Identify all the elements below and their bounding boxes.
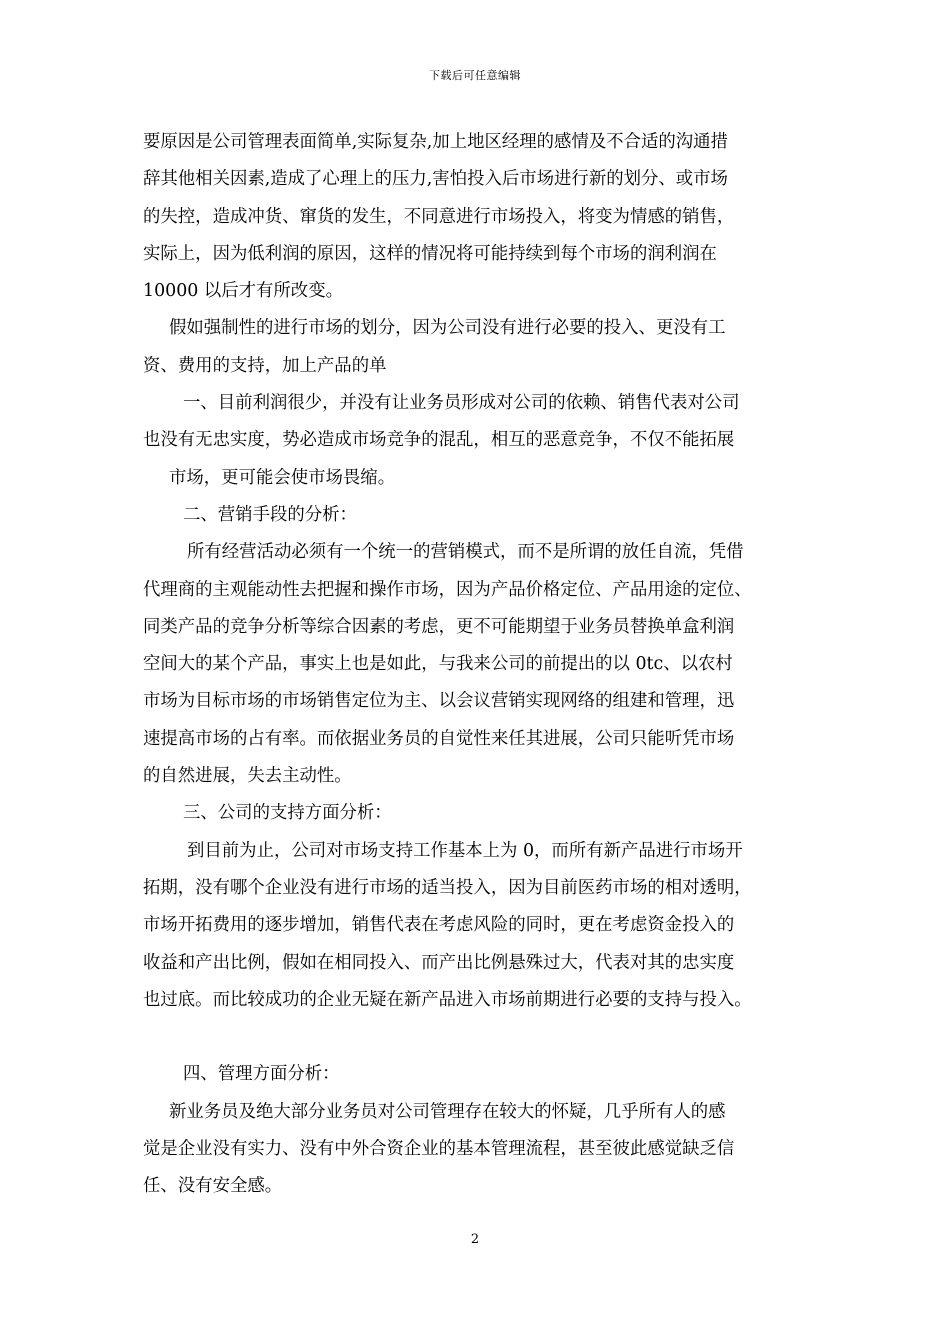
text-line: 速提高市场的占有率。而依据业务员的自觉性来任其进展，公司只能听凭市场 [143,728,735,749]
paragraph-7 [143,833,823,1019]
paragraph-9 [143,1094,823,1206]
text-line: 同类产品的竞争分析等综合因素的考虑，更不可能期望于业务员替换单盒利润 [143,616,735,637]
text-line: 一、目前利润很少，并没有让业务员形成对公司的依赖、销售代表对公司 [183,393,740,414]
text-line: 代理商的主观能动性去把握和操作市场，因为产品价格定位、产品用途的定位、 [143,579,752,600]
paragraph-3 [143,385,823,497]
text-line: 市场为目标市场的市场销售定位为主、以会议营销实现网络的组建和管理，迅 [143,691,735,712]
text-line: 拓期，没有哪个企业没有进行市场的适当投入，因为目前医药市场的相对透明， [143,877,752,898]
text-line: 假如强制性的进行市场的划分，因为公司没有进行必要的投入、更没有工 [169,318,726,339]
section-heading-marketing: 二、营销手段的分析： [183,504,357,525]
text-line: 要原因是公司管理表面简单,实际复杂,加上地区经理的感情及不合适的沟通措 [143,132,728,152]
text-line: 也过底。而比较成功的企业无疑在新产品进入市场前期进行必要的支持与投入。 [143,989,752,1010]
text-line: 辞其他相关因素,造成了心理上的压力,害怕投入后市场进行新的划分、或市场 [143,169,728,190]
blank-line [143,1019,823,1056]
text-line: 所有经营活动必须有一个统一的营销模式，而不是所谓的放任自流，凭借 [187,542,744,563]
document-body [143,124,823,1206]
page-header: 下载后可任意编辑 [429,69,521,82]
paragraph-1 [143,124,823,310]
text-line: 实际上，因为低利润的原因，这样的情况将可能持续到每个市场的润利润在 [143,243,717,264]
text-line: 的自然进展，失去主动性。 [143,766,352,787]
text-line: 的失控，造成冲货、窜货的发生，不同意进行市场投入，将变为情感的销售， [143,206,735,227]
page-number: 2 [470,1232,480,1247]
text-line: 市场，更可能会使市场畏缩。 [169,467,396,488]
text-line: 资、费用的支持，加上产品的单 [143,355,387,376]
text-line: 也没有无忠实度，势必造成市场竞争的混乱，相互的恶意竞争，不仅不能拓展 [143,430,735,451]
text-line: 市场开拓费用的逐步增加，销售代表在考虑风险的同时，更在考虑资金投入的 [143,915,735,936]
paragraph-2 [143,310,823,385]
section-heading-management: 四、管理方面分析： [183,1064,340,1085]
text-line: 收益和产出比例，假如在相同投入、而产出比例悬殊过大，代表对其的忠实度 [143,952,735,973]
paragraph-5 [143,534,823,795]
text-line: 新业务员及绝大部分业务员对公司管理存在较大的怀疑，几乎所有人的感 [169,1101,726,1122]
text-line: 任、没有安全感。 [143,1176,283,1197]
text-line: 空间大的某个产品，事实上也是如此，与我来公司的前提出的以 0tc、以农村 [143,654,733,675]
text-line: 10000 以后才有所改变。 [143,281,343,302]
text-line: 到目前为止，公司对市场支持工作基本上为 0，而所有新产品进行市场开 [187,840,743,861]
section-heading-support: 三、公司的支持方面分析： [183,803,392,824]
text-line: 觉是企业没有实力、没有中外合资企业的基本管理流程，甚至彼此感觉缺乏信 [143,1139,735,1160]
